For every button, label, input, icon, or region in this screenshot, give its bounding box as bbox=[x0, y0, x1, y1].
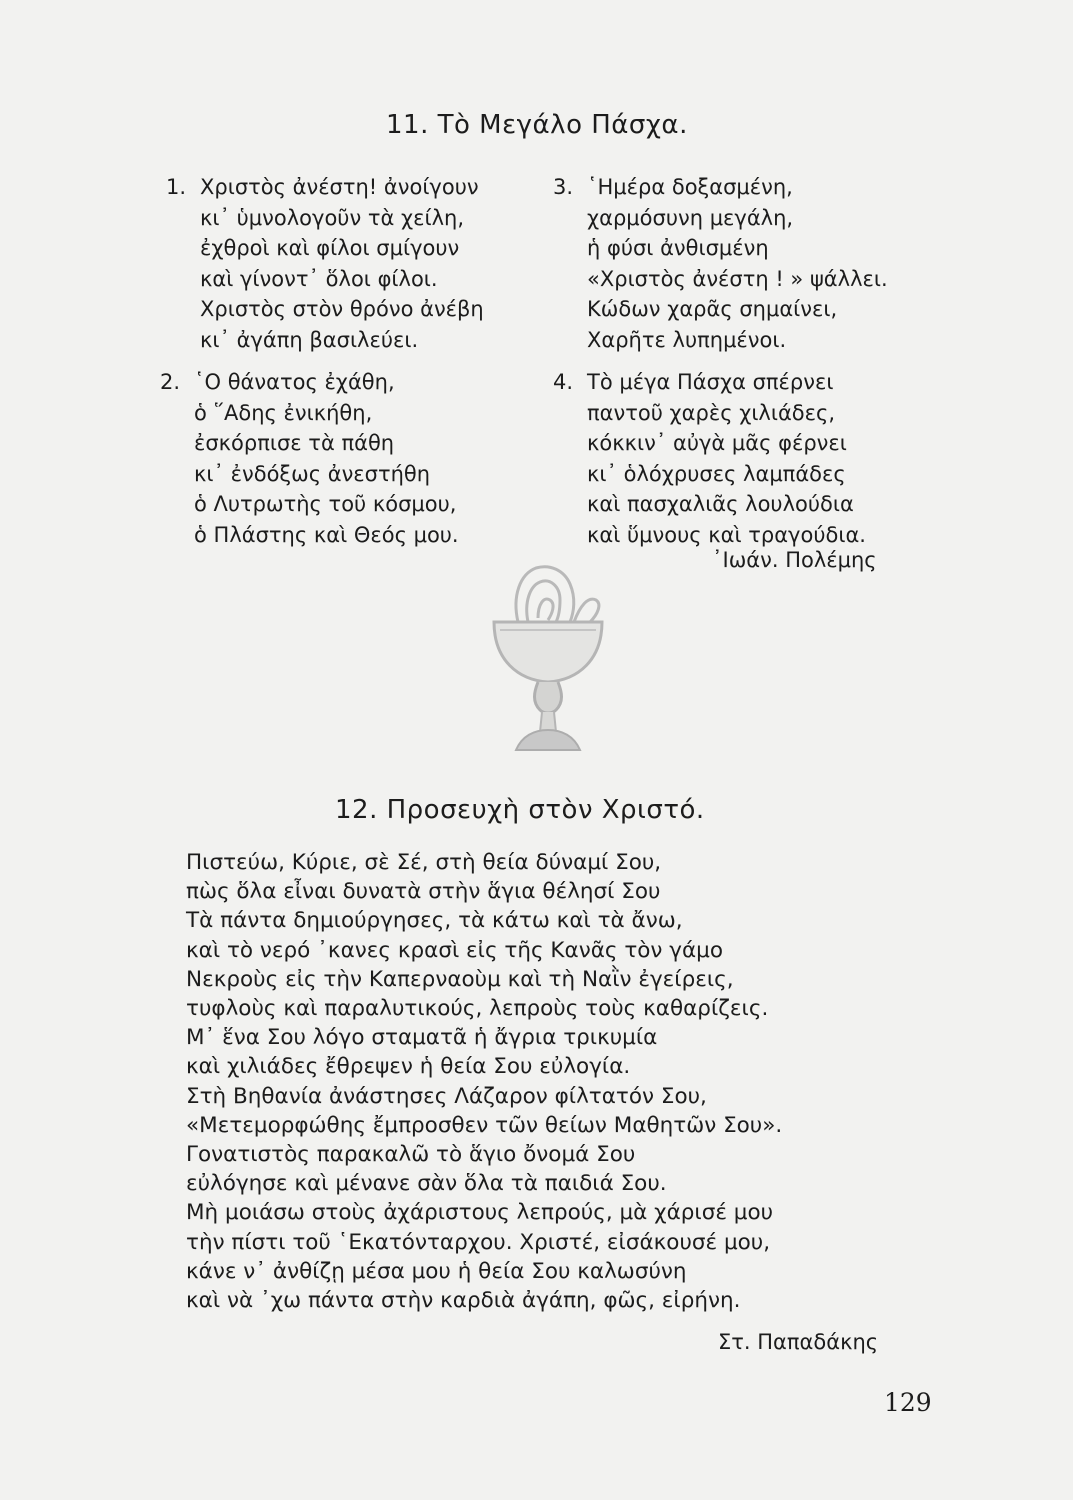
page-number: 129 bbox=[884, 1388, 932, 1417]
verse-line: ὁ ῞Αδης ἐνικήθη, bbox=[194, 400, 373, 425]
chalice-icon bbox=[478, 556, 618, 756]
verse-line: κόκκιν᾽ αὐγὰ μᾶς φέρνει bbox=[587, 431, 847, 455]
verse-line: κι᾽ ὑμνολογοῦν τὰ χείλη, bbox=[200, 205, 465, 230]
poem-title: 12. Προσευχὴ στὸν Χριστό. bbox=[335, 795, 705, 825]
verse-line: ὁ Πλάστης καὶ Θεός μου. bbox=[194, 522, 459, 547]
verse-line: κι᾽ ὁλόχρυσες λαμπάδες bbox=[587, 461, 846, 486]
verse-line: Τὰ πάντα δημιούργησες, τὰ κάτω καὶ τὰ ἄνω, bbox=[186, 908, 683, 934]
prayer-text bbox=[186, 848, 782, 1315]
verse-line: ῾Ο θάνατος ἐχάθη, bbox=[194, 370, 395, 394]
verse-line: τὴν πίστι τοῦ ῾Εκατόνταρχου. Χριστέ, εἰσάκουσέ μου, bbox=[186, 1229, 771, 1255]
stanza-number: 4. bbox=[553, 370, 574, 394]
verse-line: καὶ τὸ νερό ᾽κανες κρασὶ εἰς τῆς Κανᾶς τὸν γάμο bbox=[186, 937, 724, 963]
verse-line: Χριστὸς ἀνέστη! ἀνοίγουν bbox=[200, 175, 479, 199]
verse-line: Πιστεύω, Κύριε, σὲ Σέ, στὴ θεία δύναμί Σου, bbox=[186, 850, 662, 875]
stanza-number: 3. bbox=[553, 175, 574, 199]
verse-line: Στὴ Βηθανία ἀνάστησες Λάζαρον φίλτατόν Σου, bbox=[186, 1083, 707, 1109]
verse-line: εὐλόγησε καὶ μένανε σὰν ὅλα τὰ παιδιά Σου. bbox=[186, 1171, 667, 1197]
verse-line: καὶ γίνοντ᾽ ὅλοι φίλοι. bbox=[200, 266, 438, 291]
verse-line: παντοῦ χαρὲς χιλιάδες, bbox=[587, 400, 836, 425]
verse-line: χαρμόσυνη μεγάλη, bbox=[587, 205, 794, 230]
poem-author: ᾽Ιωάν. Πολέμης bbox=[712, 548, 877, 572]
verse-line: Γονατιστὸς παρακαλῶ τὸ ἅγιο ὄνομά Σου bbox=[186, 1142, 636, 1168]
verse-line: πὼς ὅλα εἶναι δυνατὰ στὴν ἅγια θέλησί Σου bbox=[186, 879, 661, 905]
poem-author: Στ. Παπαδάκης bbox=[718, 1330, 879, 1354]
verse-line: κάνε ν᾽ ἀνθίζῃ μέσα μου ἡ θεία Σου καλωσύνη bbox=[186, 1258, 687, 1284]
verse-line: «Χριστὸς ἀνέστη ! » ψάλλει. bbox=[587, 266, 888, 291]
verse-line: Κώδων χαρᾶς σημαίνει, bbox=[587, 297, 838, 321]
verse-line: ὁ Λυτρωτὴς τοῦ κόσμου, bbox=[194, 492, 457, 516]
verse-line: «Μετεμορφώθης ἔμπροσθεν τῶν θείων Μαθητῶν Σου». bbox=[186, 1112, 783, 1138]
poem-title: 11. Τὸ Μεγάλο Πάσχα. bbox=[386, 110, 688, 140]
verse-line: ἐχθροὶ καὶ φίλοι σμίγουν bbox=[200, 236, 460, 260]
verse-line: ἐσκόρπισε τὰ πάθη bbox=[194, 431, 395, 455]
verse-line: Τὸ μέγα Πάσχα σπέρνει bbox=[587, 370, 834, 394]
verse-line: κι᾽ ἐνδόξως ἀνεστήθη bbox=[194, 461, 431, 486]
verse-line: καὶ ὕμνους καὶ τραγούδια. bbox=[587, 522, 866, 547]
verse-line: τυφλοὺς καὶ παραλυτικούς, λεπροὺς τοὺς καθαρίζεις. bbox=[186, 996, 769, 1022]
verse-line: Χριστὸς στὸν θρόνο ἀνέβη bbox=[200, 297, 484, 321]
verse-line: καὶ χιλιάδες ἔθρεψεν ἡ θεία Σου εὐλογία. bbox=[186, 1054, 631, 1080]
verse-line: Μὴ μοιάσω στοὺς ἀχάριστους λεπρούς, μὰ χάρισέ μου bbox=[186, 1200, 774, 1226]
verse-line: ῾Ημέρα δοξασμένη, bbox=[587, 175, 793, 199]
verse-line: Χαρῆτε λυπημένοι. bbox=[587, 327, 787, 352]
verse-line: κι᾽ ἀγάπη βασιλεύει. bbox=[200, 327, 419, 352]
verse-line: ἡ φύσι ἀνθισμένη bbox=[587, 236, 769, 260]
verse-line: καὶ πασχαλιᾶς λουλούδια bbox=[587, 492, 854, 516]
stanza-number: 1. bbox=[166, 175, 187, 199]
verse-line: καὶ νὰ ᾽χω πάντα στὴν καρδιὰ ἀγάπη, φῶς, εἰρήνη. bbox=[186, 1288, 741, 1314]
verse-line: Μ᾽ ἕνα Σου λόγο σταματᾶ ἡ ἄγρια τρικυμία bbox=[186, 1025, 658, 1051]
verse-line: Νεκροὺς εἰς τὴν Καπερναοὺμ καὶ τὴ Ναῒν ἐγείρεις, bbox=[186, 966, 734, 992]
stanza-number: 2. bbox=[160, 370, 181, 394]
